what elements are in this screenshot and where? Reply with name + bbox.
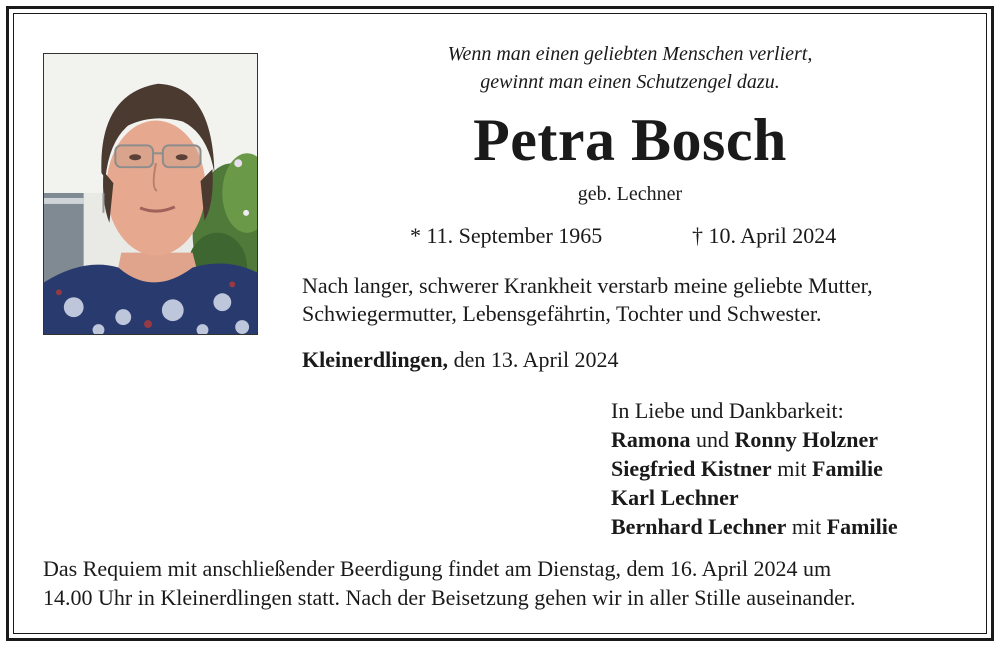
notice-line-1: Nach langer, schwerer Krankheit verstarb meine geliebte Mutter, (302, 273, 873, 298)
place-name: Kleinerdlingen, (302, 347, 449, 372)
birth-date: * 11. September 1965 (410, 223, 603, 248)
place-and-date (302, 346, 619, 374)
portrait-photo (43, 53, 258, 335)
mourner-name: Karl Lechner (611, 485, 739, 510)
death-date: † 10. April 2024 (692, 223, 837, 248)
funeral-line-1: Das Requiem mit anschließender Beerdigung findet am Dienstag, dem 16. April 2024 um (43, 556, 832, 581)
mourner-connector: mit (786, 514, 827, 539)
motto-line-2: gewinnt man einen Schutzengel dazu. (480, 71, 780, 93)
funeral-details (43, 554, 958, 612)
mourner-row (611, 454, 898, 483)
maiden-name: geb. Lechner (577, 183, 683, 205)
funeral-line-2: 14.00 Uhr in Kleinerdlingen statt. Nach der Beisetzung gehen wir in aller Stille auseinander. (43, 585, 856, 610)
motto-line-1: Wenn man einen geliebten Menschen verliert, (447, 43, 813, 65)
mourner-row (611, 512, 898, 541)
mourner-name: Siegfried Kistner (611, 456, 772, 481)
notice-line-2: Schwiegermutter, Lebensgefährtin, Tochter und Schwester. (302, 301, 822, 326)
mourner-row (611, 483, 898, 512)
death-notice-text (302, 272, 962, 328)
deceased-name: Petra Bosch (473, 107, 787, 173)
mourner-name: Ramona (611, 427, 691, 452)
mourners-list (611, 425, 898, 541)
mourner-name: Familie (812, 456, 883, 481)
mourner-connector: und (690, 427, 735, 452)
mourner-connector: mit (771, 456, 813, 481)
mourner-name: Familie (826, 514, 898, 539)
mourners-intro: In Liebe und Dankbarkeit: (611, 398, 844, 423)
motto-quote (300, 40, 960, 96)
mourner-row (611, 425, 898, 454)
mourners-block (611, 396, 898, 541)
notice-date: den 13. April 2024 (448, 347, 619, 372)
mourner-name: Ronny Holzner (734, 427, 879, 452)
mourner-name: Bernhard Lechner (611, 514, 787, 539)
